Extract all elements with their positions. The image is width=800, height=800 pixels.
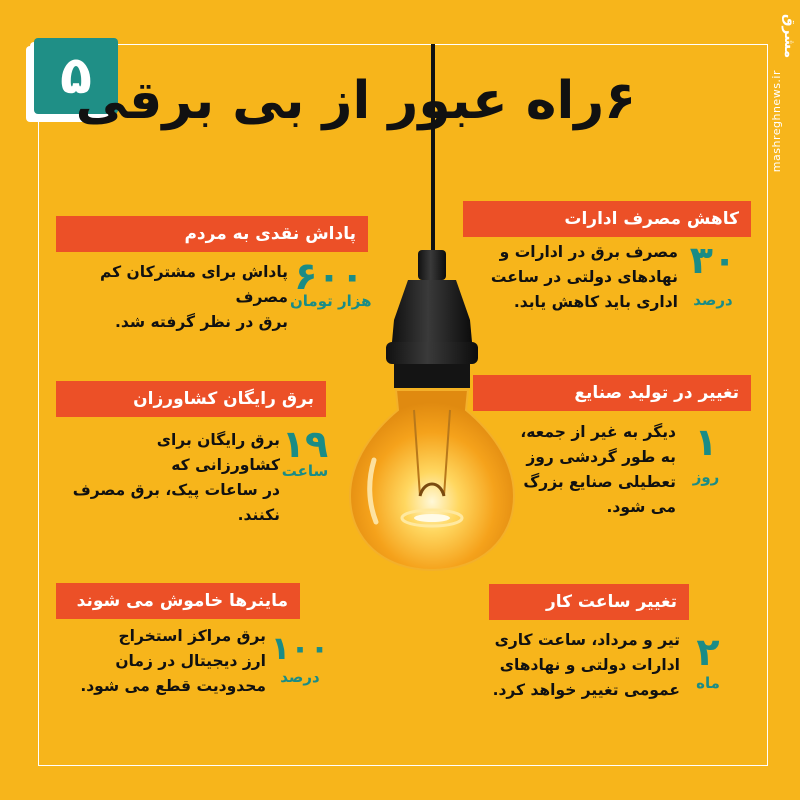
text-line: برق مراکز استخراج xyxy=(118,627,266,645)
section-unit-miners: درصد xyxy=(280,668,320,686)
text-line: عمومی تغییر خواهد کرد. xyxy=(492,681,680,699)
section-unit-farmers: ساعت xyxy=(281,462,329,480)
watermark-url: mashreghnews.ir xyxy=(770,70,783,173)
page-title: ۶راه عبور از بی برقی xyxy=(75,71,636,131)
logo-five-mark: ۵ xyxy=(60,46,92,106)
text-line: محدودیت قطع می شود. xyxy=(80,677,266,695)
text-line: پاداش برای مشترکان کم مصرف xyxy=(99,263,288,306)
section-text-farmers xyxy=(70,428,280,528)
section-number-farmers: ۱۹ xyxy=(281,422,329,466)
section-number-cash: ۶۰۰ xyxy=(294,254,364,298)
section-header-office: کاهش مصرف ادارات xyxy=(463,201,751,237)
section-text-hours xyxy=(482,628,680,703)
section-unit-cash: هزار تومان xyxy=(290,292,372,310)
section-number-hours: ۲ xyxy=(696,630,720,674)
text-line: می شود. xyxy=(606,498,676,516)
section-text-miners xyxy=(70,624,266,699)
section-text-office xyxy=(470,240,678,315)
section-header-farmers: برق رایگان کشاورزان xyxy=(56,381,326,417)
text-line: به طور گردشی روز xyxy=(526,448,676,466)
text-line: ادارات دولتی و نهادهای xyxy=(499,656,680,674)
section-header-cash: پاداش نقدی به مردم xyxy=(56,216,368,252)
section-unit-hours: ماه xyxy=(696,674,720,692)
text-line: برق در نظر گرفته شد. xyxy=(115,313,288,331)
section-header-hours: تغییر ساعت کار xyxy=(489,584,689,620)
text-line: ارز دیجیتال در زمان xyxy=(115,652,266,670)
text-line: اداری باید کاهش یابد. xyxy=(513,293,678,311)
text-line: مصرف برق در ادارات و xyxy=(499,243,678,261)
section-number-office: ۳۰ xyxy=(689,238,737,282)
section-header-miners: ماینرها خاموش می شوند xyxy=(56,583,300,619)
watermark-logo-text: مشرق xyxy=(781,14,797,59)
text-line: برق رایگان برای کشاورزانی که xyxy=(156,431,280,474)
section-unit-office: درصد xyxy=(693,291,733,309)
section-header-industry: تغییر در تولید صنایع xyxy=(473,375,751,411)
section-number-industry: ۱ xyxy=(694,420,718,464)
section-unit-industry: روز xyxy=(692,468,720,486)
text-line: نکنند. xyxy=(237,506,280,524)
section-text-industry xyxy=(490,420,676,520)
text-line: نهادهای دولتی در ساعت xyxy=(490,268,678,286)
text-line: دیگر به غیر از جمعه، xyxy=(520,423,676,441)
section-number-miners: ۱۰۰ xyxy=(270,629,330,667)
text-line: تیر و مرداد، ساعت کاری xyxy=(494,631,680,649)
text-line: در ساعات پیک، برق مصرف xyxy=(72,481,280,499)
text-line: تعطیلی صنایع بزرگ xyxy=(523,473,676,491)
section-text-cash xyxy=(90,260,288,335)
